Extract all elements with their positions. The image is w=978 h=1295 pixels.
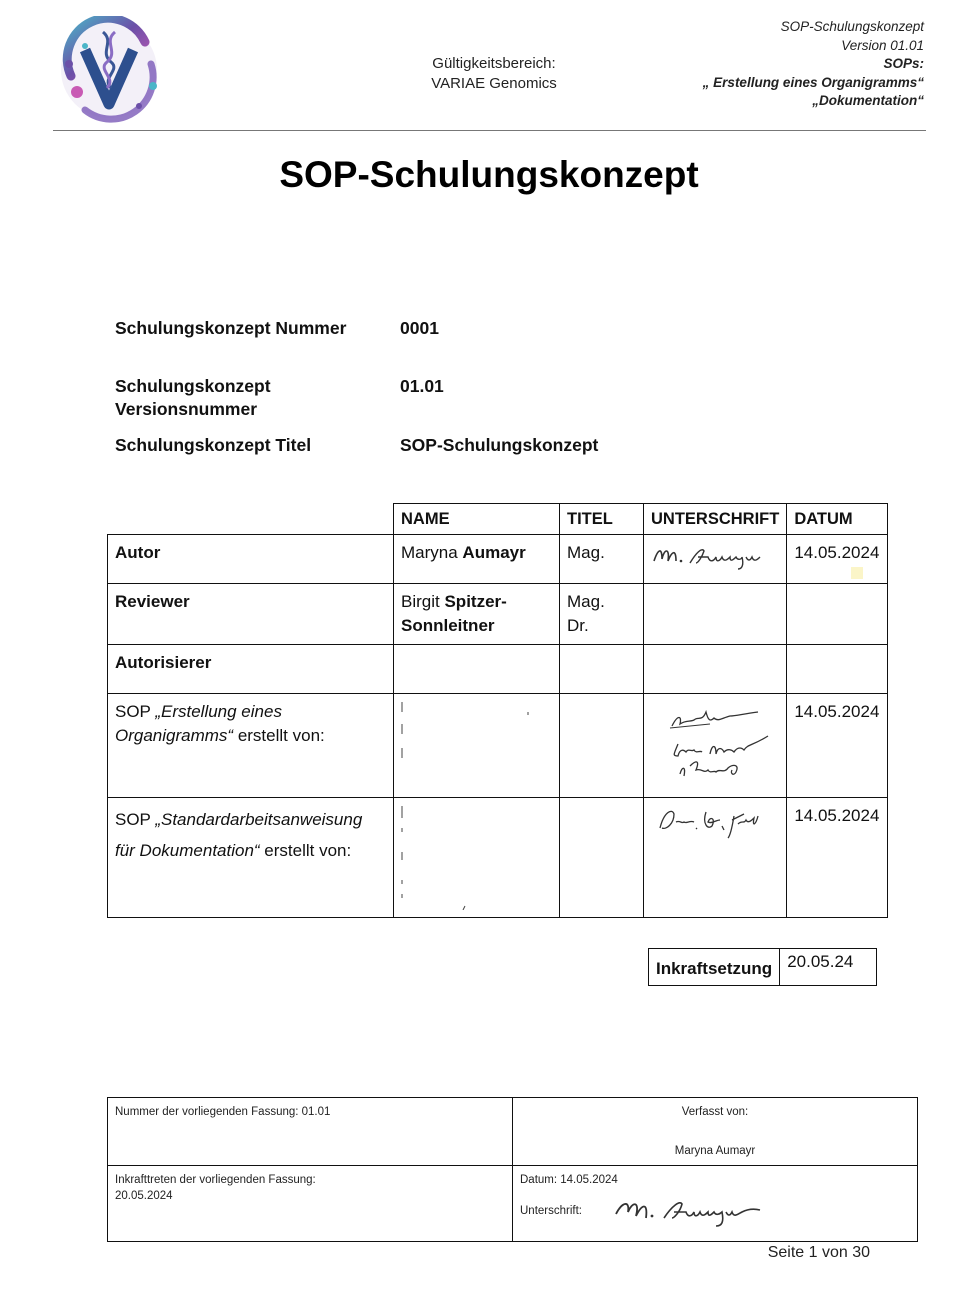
header-meta (703, 18, 924, 111)
sop-doc-suffix: erstellt von: (259, 841, 352, 860)
reviewer-titel-1: Mag. (567, 592, 605, 611)
sop-org-title-2: Organigramms“ (115, 726, 234, 745)
footer-datum-unterschrift (513, 1166, 918, 1242)
scope-label: Gültigkeitsbereich: (432, 55, 556, 72)
footer-inkraft (108, 1166, 513, 1242)
autorisierer-titel (560, 645, 644, 694)
table-row-autorisierer (108, 645, 888, 694)
reviewer-last-name-1: Spitzer- (444, 592, 507, 611)
row-label-autorisierer: Autorisierer (108, 645, 394, 694)
sop-doc-signature-cell (644, 798, 787, 918)
sop-org-names-redacted (394, 694, 560, 798)
row-label-sop-organigramm (108, 694, 394, 798)
autorisierer-datum (787, 645, 888, 694)
inkraftsetzung-box (648, 948, 877, 986)
footer-verfasst-name: Maryna Aumayr (674, 1145, 756, 1157)
reviewer-titel-2: Dr. (567, 616, 589, 635)
version-value: 01.01 (400, 376, 444, 396)
autor-titel: Mag. (560, 535, 644, 584)
version-label-line-2: Versionsnummer (115, 399, 257, 419)
footer-signature-line (520, 1194, 910, 1228)
number-value: 0001 (400, 318, 439, 338)
sop-doc-datum: 14.05.2024 (787, 798, 888, 918)
autor-datum (787, 535, 888, 584)
reviewer-name (394, 584, 560, 645)
inkraftsetzung-value: 20.05.24 (780, 949, 877, 986)
footer-row-1 (108, 1098, 918, 1166)
reviewer-last-name-2: Sonnleitner (401, 616, 495, 635)
sop-org-datum: 14.05.2024 (787, 694, 888, 798)
inkraftsetzung-label: Inkraftsetzung (649, 949, 780, 986)
sop-doc-titel (560, 798, 644, 918)
footer-fassung: Nummer der vorliegenden Fassung: 01.01 (108, 1098, 513, 1166)
table-row-sop-dokumentation (108, 798, 888, 918)
sop-org-suffix: erstellt von: (233, 726, 325, 745)
autor-datum-value: 14.05.2024 (794, 543, 880, 562)
sop-doc-signatures (650, 802, 770, 842)
redacted-names (401, 700, 551, 770)
sop-org-signatures (650, 698, 770, 782)
sops-label: SOPs: (883, 56, 924, 71)
col-header-titel: TITEL (560, 504, 644, 535)
reviewer-signature-cell (644, 584, 787, 645)
version-label-line-1: Schulungskonzept (115, 376, 271, 396)
col-header-unterschrift: UNTERSCHRIFT (644, 504, 787, 535)
row-label-sop-dokumentation (108, 798, 394, 918)
page-number: Seite 1 von 30 (767, 1244, 870, 1261)
sop-doc-title-1: „Standardarbeitsanweisung (155, 810, 363, 829)
table-row-sop-organigramm (108, 694, 888, 798)
row-label-reviewer: Reviewer (108, 584, 394, 645)
autor-signature-cell (644, 535, 787, 584)
sop-1-name: „ Erstellung eines Organigramms“ (702, 74, 924, 90)
sop-doc-names-redacted (394, 798, 560, 918)
number-label: Schulungskonzept Nummer (115, 318, 347, 338)
sop-2-name: „Dokumentation“ (812, 93, 924, 108)
redacted-names (401, 804, 551, 910)
reviewer-first-name: Birgit (401, 592, 440, 611)
sop-org-prefix: SOP (115, 702, 156, 721)
scope-value: VARIAE Genomics (431, 75, 557, 92)
doc-type: SOP-Schulungskonzept (780, 19, 924, 34)
footer-signature (612, 1194, 772, 1228)
footer-inkraft-label: Inkrafttreten der vorliegenden Fassung: (115, 1174, 316, 1186)
reviewer-datum (787, 584, 888, 645)
footer-unterschrift-label: Unterschrift: (520, 1205, 582, 1217)
autorisierer-signature-cell (644, 645, 787, 694)
row-label-autor: Autor (108, 535, 394, 584)
reviewer-titel (560, 584, 644, 645)
footer-table (107, 1097, 918, 1242)
footer-inkraft-date: 20.05.2024 (115, 1190, 173, 1202)
table-row-autor (108, 535, 888, 584)
autor-name (394, 535, 560, 584)
header-divider (53, 130, 926, 131)
sop-org-titel (560, 694, 644, 798)
header-empty-cell (108, 504, 394, 535)
scope-block (404, 54, 584, 94)
footer-verfasst (513, 1098, 918, 1166)
title-label: Schulungskonzept Titel (115, 435, 312, 455)
company-logo (55, 16, 167, 126)
autor-signature (650, 539, 768, 571)
sop-org-title-1: „Erstellung eines (155, 702, 282, 721)
footer-datum: Datum: 14.05.2024 (520, 1174, 618, 1186)
sop-doc-prefix: SOP (115, 810, 156, 829)
footer-row-2 (108, 1166, 918, 1242)
approval-table (107, 503, 888, 918)
sop-doc-title-2: für Dokumentation“ (115, 841, 260, 860)
autor-first-name: Maryna (401, 543, 458, 562)
page-title: SOP-Schulungskonzept (279, 154, 699, 195)
doc-version: Version 01.01 (841, 37, 924, 53)
highlight-mark (851, 567, 863, 579)
autor-last-name: Aumayr (462, 543, 526, 562)
col-header-name: NAME (394, 504, 560, 535)
table-header-row (108, 504, 888, 535)
footer-verfasst-label: Verfasst von: (681, 1106, 749, 1118)
sop-org-signature-cell (644, 694, 787, 798)
table-row-reviewer (108, 584, 888, 645)
autorisierer-name (394, 645, 560, 694)
title-value: SOP-Schulungskonzept (400, 435, 599, 455)
col-header-datum: DATUM (787, 504, 888, 535)
version-label (115, 375, 385, 421)
